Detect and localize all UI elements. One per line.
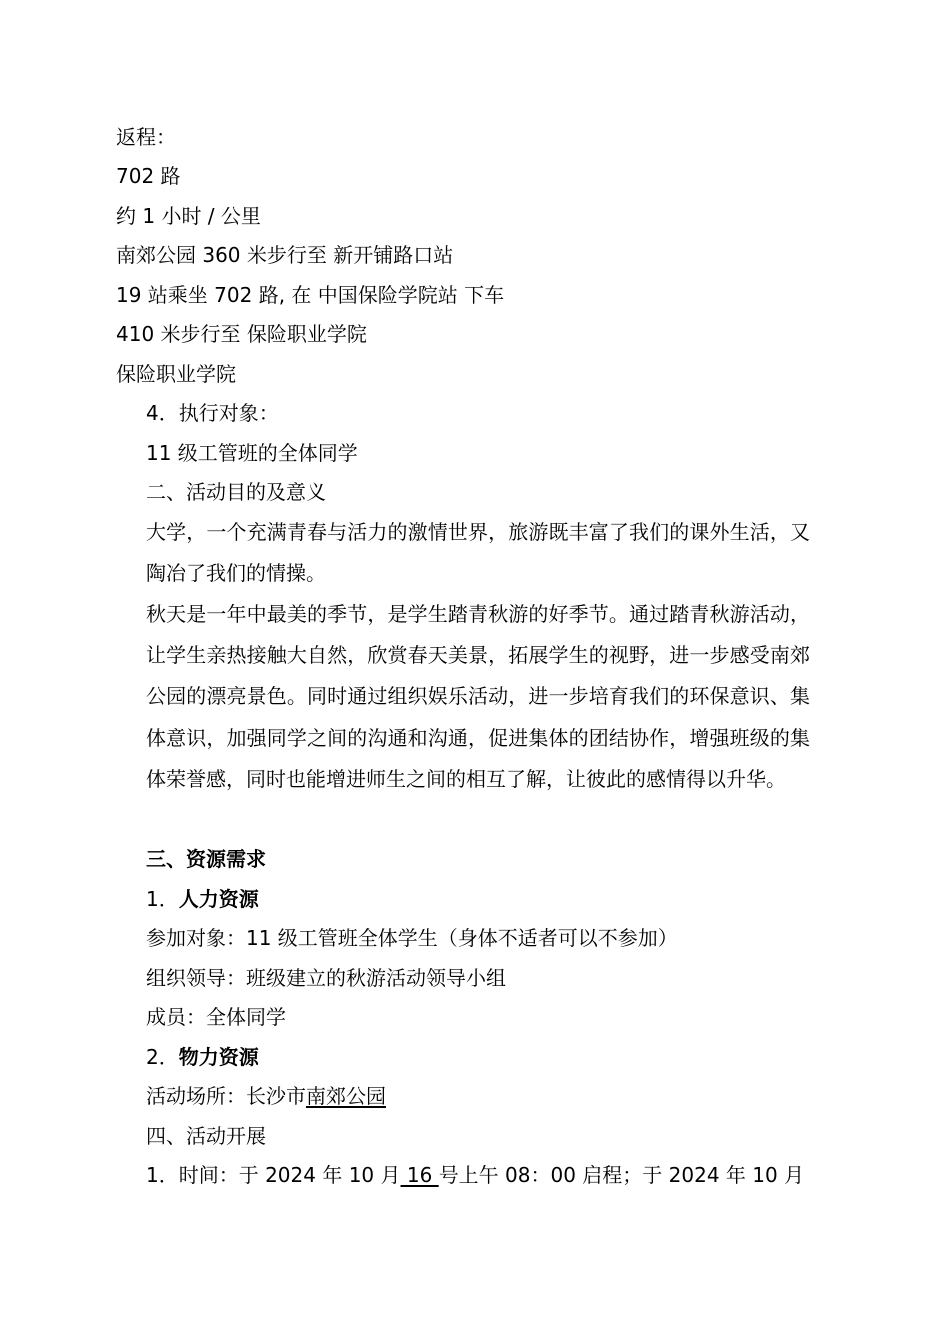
route-step-walk-to-college: 410 米步行至 保险职业学院 — [116, 322, 367, 346]
members-line: 成员：全体同学 — [146, 1005, 286, 1029]
bus-route: 702 路 — [116, 164, 181, 188]
venue-line — [146, 1082, 386, 1110]
route-destination: 保险职业学院 — [116, 362, 236, 386]
section-3-title: 三、资源需求 — [146, 847, 266, 871]
time-prefix: 1．时间：于 2024 年 10 月 — [146, 1163, 401, 1187]
section-2-paragraph-1: 大学，一个充满青春与活力的激情世界，旅游既丰富了我们的课外生活，又陶冶了我们的情操。 — [146, 520, 810, 586]
human-resources-number: 1． — [146, 887, 179, 911]
material-resources-title: 物力资源 — [178, 1045, 259, 1069]
route-step-walk-to-station: 南郊公园 360 米步行至 新开铺路口站 — [116, 243, 454, 267]
material-resources-heading — [146, 1043, 259, 1071]
section-2-paragraph-2: 秋天是一年中最美的季节，是学生踏青秋游的好季节。通过踏青秋游活动，让学生亲热接触大自然，欣赏春天美景，拓展学生的视野，进一步感受南郊公园的漂亮景色。同时通过组织娱乐活动，进一步培育我们的环保意识、集体意识，加强同学之间的沟通和沟通，促进集体的团结协作，增强班级的集体荣誉感，同时也能增进师生之间的相互了解，让彼此的感情得以升华。 — [146, 602, 810, 791]
trip-duration: 约 1 小时 / 公里 — [116, 204, 261, 228]
human-resources-title: 人力资源 — [178, 887, 259, 911]
target-heading: 4．执行对象： — [146, 401, 279, 425]
schedule-time-line — [146, 1161, 804, 1189]
route-step-bus-ride: 19 站乘坐 702 路, 在 中国保险学院站 下车 — [116, 283, 505, 307]
leadership-line: 组织领导：班级建立的秋游活动领导小组 — [146, 966, 506, 990]
target-value: 11 级工管班的全体同学 — [146, 441, 358, 465]
venue-label: 活动场所：长沙市 — [146, 1084, 306, 1108]
participants-line: 参加对象：11 级工管班全体学生（身体不适者可以不参加） — [146, 926, 678, 950]
human-resources-heading — [146, 885, 259, 913]
section-2-title: 二、活动目的及意义 — [146, 480, 326, 504]
venue-value: 南郊公园 — [306, 1084, 386, 1108]
time-day: 16 — [400, 1163, 439, 1187]
return-heading: 返程： — [116, 125, 176, 149]
section-4-title: 四、活动开展 — [146, 1124, 266, 1148]
time-suffix: 号上午 08：00 启程；于 2024 年 10 月 — [438, 1163, 805, 1187]
material-resources-number: 2． — [146, 1045, 179, 1069]
